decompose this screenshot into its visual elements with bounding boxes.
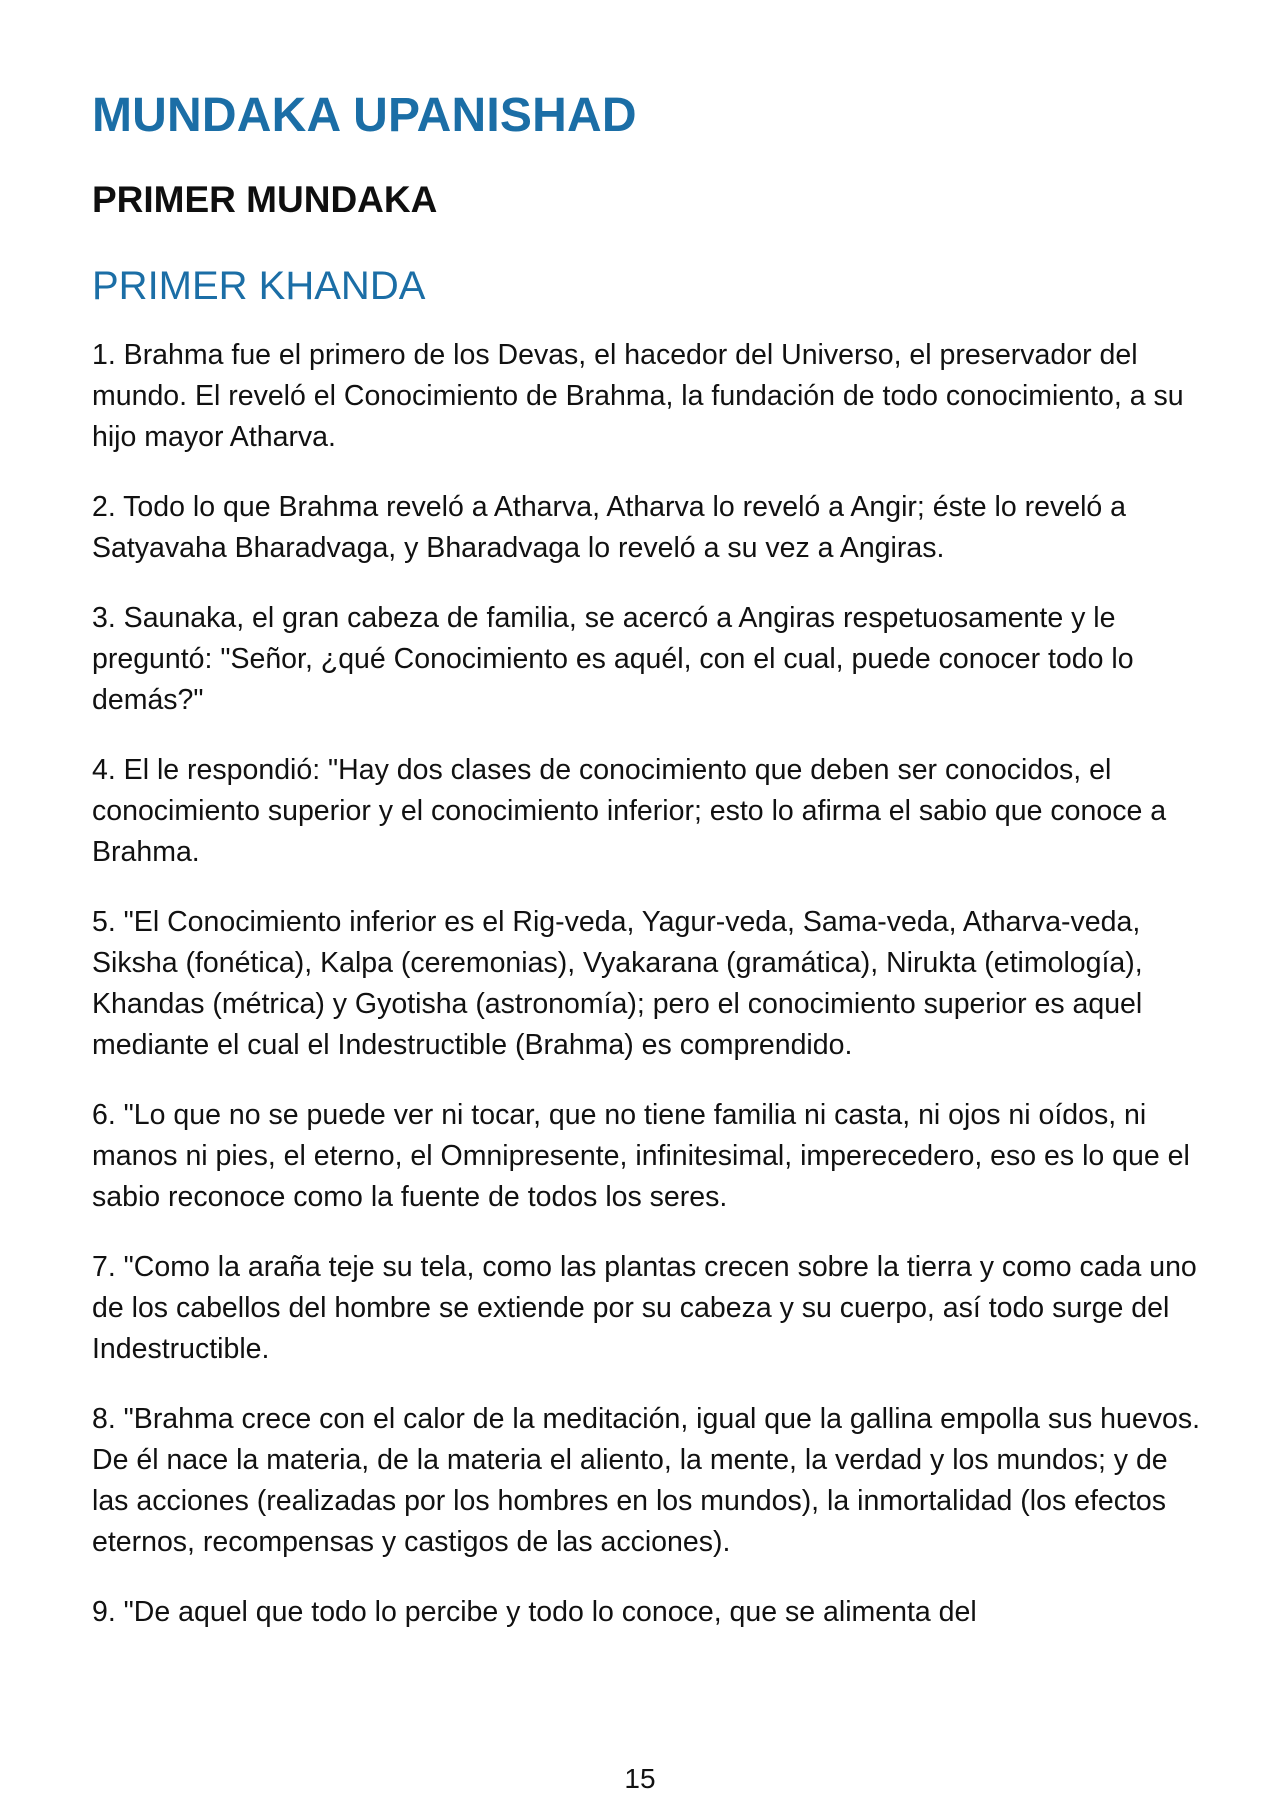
verse-5: 5. "El Conocimiento inferior es el Rig-veda, Yagur-veda, Sama-veda, Atharva-veda, Siksha (fonética), Kalpa (ceremonias), Vyakarana (gramática), Nirukta (etimología), Khandas (métrica) y Gyotisha (astronomía); pero el conocimiento superior es aquel mediante el cual el Indestructible (Brahma) es comprendido. <box>92 906 1143 1061</box>
verse-6: 6. "Lo que no se puede ver ni tocar, que no tiene familia ni casta, ni ojos ni oídos, ni manos ni pies, el eterno, el Omnipresente, infinitesimal, imperecedero, eso es lo que el sabio reconoce como la fuente de todos los seres. <box>92 1099 1190 1213</box>
verse-8: 8. "Brahma crece con el calor de la meditación, igual que la gallina empolla sus huevos. De él nace la materia, de la materia el aliento, la mente, la verdad y los mundos; y de las acciones (realizadas por los hombres en los mundos), la inmortalidad (los efectos eternos, recompensas y castigos de las acciones). <box>92 1403 1200 1558</box>
verse-7: 7. "Como la araña teje su tela, como las plantas crecen sobre la tierra y como cada uno de los cabellos del hombre se extiende por su cabeza y su cuerpo, así todo surge del Indestructible. <box>92 1251 1197 1365</box>
page-number: 15 <box>624 1763 656 1794</box>
document-page <box>92 0 1202 1662</box>
verse-1: 1. Brahma fue el primero de los Devas, el hacedor del Universo, el preservador del mundo. El reveló el Conocimiento de Brahma, la fundación de todo conocimiento, a su hijo mayor Atharva. <box>92 339 1184 453</box>
chapter-heading: PRIMER MUNDAKA <box>92 179 438 220</box>
verse-3: 3. Saunaka, el gran cabeza de familia, se acercó a Angiras respetuosamente y le preguntó: "Señor, ¿qué Conocimiento es aquél, con el cual, puede conocer todo lo demás?" <box>92 602 1134 716</box>
document-title: MUNDAKA UPANISHAD <box>92 89 637 142</box>
verse-list <box>92 335 1202 1633</box>
section-heading: PRIMER KHANDA <box>92 264 426 308</box>
verse-4: 4. El le respondió: "Hay dos clases de conocimiento que deben ser conocidos, el conocimiento superior y el conocimiento inferior; esto lo afirma el sabio que conoce a Brahma. <box>92 754 1167 868</box>
verse-9: 9. "De aquel que todo lo percibe y todo lo conoce, que se alimenta del <box>92 1596 977 1628</box>
verse-2: 2. Todo lo que Brahma reveló a Atharva, Atharva lo reveló a Angir; éste lo reveló a Satyavaha Bharadvaga, y Bharadvaga lo reveló a su vez a Angiras. <box>92 491 1127 564</box>
